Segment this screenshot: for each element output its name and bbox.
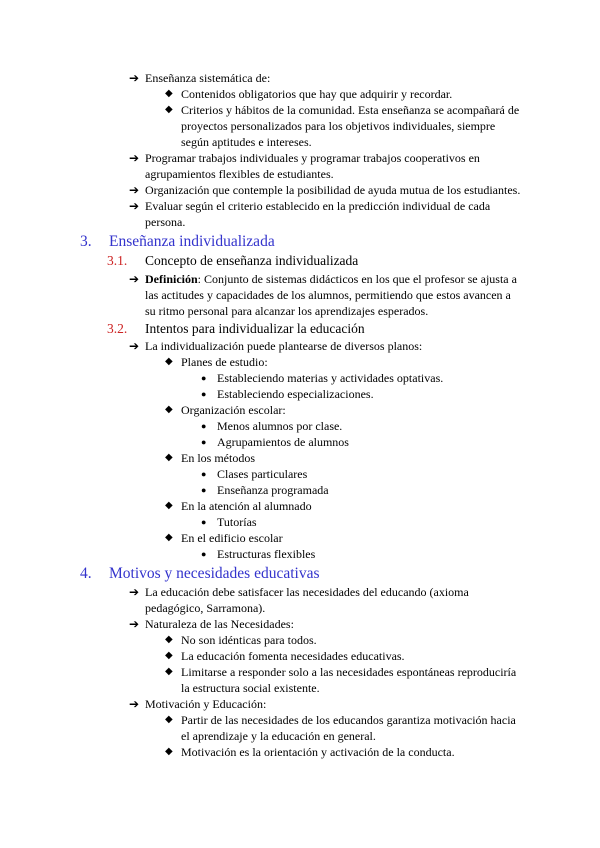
list-item: Criterios y hábitos de la comunidad. Esta enseñanza se acompañará de	[181, 103, 520, 117]
list-item-continuation: las actitudes y capacidades de los alumnos, permitiendo que estos avancen a	[145, 288, 511, 302]
subsection-number: 3.1.	[107, 253, 128, 268]
dot-bullet-icon: ●	[201, 485, 207, 495]
definition-label: Definición	[145, 272, 198, 286]
dot-bullet-icon: ●	[201, 421, 207, 431]
arrow-bullet-icon: ➔	[129, 183, 140, 197]
diamond-bullet-icon: ◆	[165, 714, 173, 725]
list-item: Contenidos obligatorios que hay que adquirir y recordar.	[181, 87, 453, 101]
dot-bullet-icon: ●	[201, 549, 207, 559]
dot-bullet-icon: ●	[201, 469, 207, 479]
section-heading: Enseñanza individualizada	[109, 233, 275, 250]
diamond-bullet-icon: ◆	[165, 746, 173, 757]
diamond-bullet-icon: ◆	[165, 500, 173, 511]
list-item: La educación debe satisfacer las necesidades del educando (axioma	[145, 585, 469, 599]
subsection-heading: Concepto de enseñanza individualizada	[145, 253, 359, 268]
list-item: Naturaleza de las Necesidades:	[145, 617, 294, 631]
list-item: Enseñanza sistemática de:	[145, 71, 271, 85]
diamond-bullet-icon: ◆	[165, 88, 173, 99]
dot-bullet-icon: ●	[201, 437, 207, 447]
subsection-heading: Intentos para individualizar la educación	[145, 321, 365, 336]
list-item: Organización que contemple la posibilidad de ayuda mutua de los estudiantes.	[145, 183, 521, 197]
list-item: Agrupamientos de alumnos	[217, 435, 349, 449]
list-item-continuation: según aptitudes e intereses.	[181, 135, 312, 149]
arrow-bullet-icon: ➔	[129, 617, 140, 631]
list-item: Menos alumnos por clase.	[217, 419, 343, 433]
diamond-bullet-icon: ◆	[165, 452, 173, 463]
section-heading: Motivos y necesidades educativas	[109, 565, 320, 582]
arrow-bullet-icon: ➔	[129, 71, 140, 85]
list-item-continuation: pedagógico, Sarramona).	[145, 601, 266, 615]
list-item-continuation: su ritmo personal para alcanzar los aprendizajes esperados.	[145, 304, 429, 318]
list-item: La individualización puede plantearse de diversos planos:	[145, 339, 423, 353]
list-item: Evaluar según el criterio establecido en la predicción individual de cada	[145, 199, 491, 213]
diamond-bullet-icon: ◆	[165, 404, 173, 415]
dot-bullet-icon: ●	[201, 389, 207, 399]
diamond-bullet-icon: ◆	[165, 532, 173, 543]
list-item: La educación fomenta necesidades educativas.	[181, 649, 405, 663]
diamond-bullet-icon: ◆	[165, 104, 173, 115]
list-item-continuation: proyectos personalizados para los objetivos individuales, siempre	[181, 119, 496, 133]
arrow-bullet-icon: ➔	[129, 697, 140, 711]
list-item: Enseñanza programada	[217, 483, 329, 497]
list-item-continuation: persona.	[145, 215, 186, 229]
list-item: En los métodos	[181, 451, 255, 465]
list-item: Limitarse a responder solo a las necesidades espontáneas reproduciría	[181, 665, 517, 679]
arrow-bullet-icon: ➔	[129, 585, 140, 599]
section-number: 3.	[80, 233, 92, 250]
arrow-bullet-icon: ➔	[129, 272, 140, 286]
list-item: Motivación y Educación:	[145, 697, 267, 711]
definition-text: : Conjunto de sistemas didácticos en los que el profesor se ajusta a	[197, 272, 517, 286]
list-item: Planes de estudio:	[181, 355, 268, 369]
dot-bullet-icon: ●	[201, 373, 207, 383]
section-number: 4.	[80, 565, 92, 582]
list-item: Estableciendo materias y actividades optativas.	[217, 371, 444, 385]
list-item: No son idénticas para todos.	[181, 633, 317, 647]
list-item-continuation: agrupamientos flexibles de estudiantes.	[145, 167, 334, 181]
diamond-bullet-icon: ◆	[165, 666, 173, 677]
list-item: Partir de las necesidades de los educandos garantiza motivación hacia	[181, 713, 516, 727]
arrow-bullet-icon: ➔	[129, 199, 140, 213]
list-item: En la atención al alumnado	[181, 499, 312, 513]
subsection-number: 3.2.	[107, 321, 128, 336]
diamond-bullet-icon: ◆	[165, 634, 173, 645]
list-item: Programar trabajos individuales y programar trabajos cooperativos en	[145, 151, 480, 165]
list-item: Organización escolar:	[181, 403, 286, 417]
list-item: Estructuras flexibles	[217, 547, 316, 561]
arrow-bullet-icon: ➔	[129, 151, 140, 165]
list-item: Motivación es la orientación y activación de la conducta.	[181, 745, 455, 759]
list-item-continuation: el aprendizaje y la educación en general.	[181, 729, 376, 743]
list-item: En el edificio escolar	[181, 531, 283, 545]
diamond-bullet-icon: ◆	[165, 650, 173, 661]
dot-bullet-icon: ●	[201, 517, 207, 527]
list-item: Tutorías	[217, 515, 257, 529]
diamond-bullet-icon: ◆	[165, 356, 173, 367]
list-item-continuation: la estructura social existente.	[181, 681, 320, 695]
list-item: Estableciendo especializaciones.	[217, 387, 374, 401]
list-item: Clases particulares	[217, 467, 308, 481]
arrow-bullet-icon: ➔	[129, 339, 140, 353]
definition-paragraph	[145, 271, 517, 287]
